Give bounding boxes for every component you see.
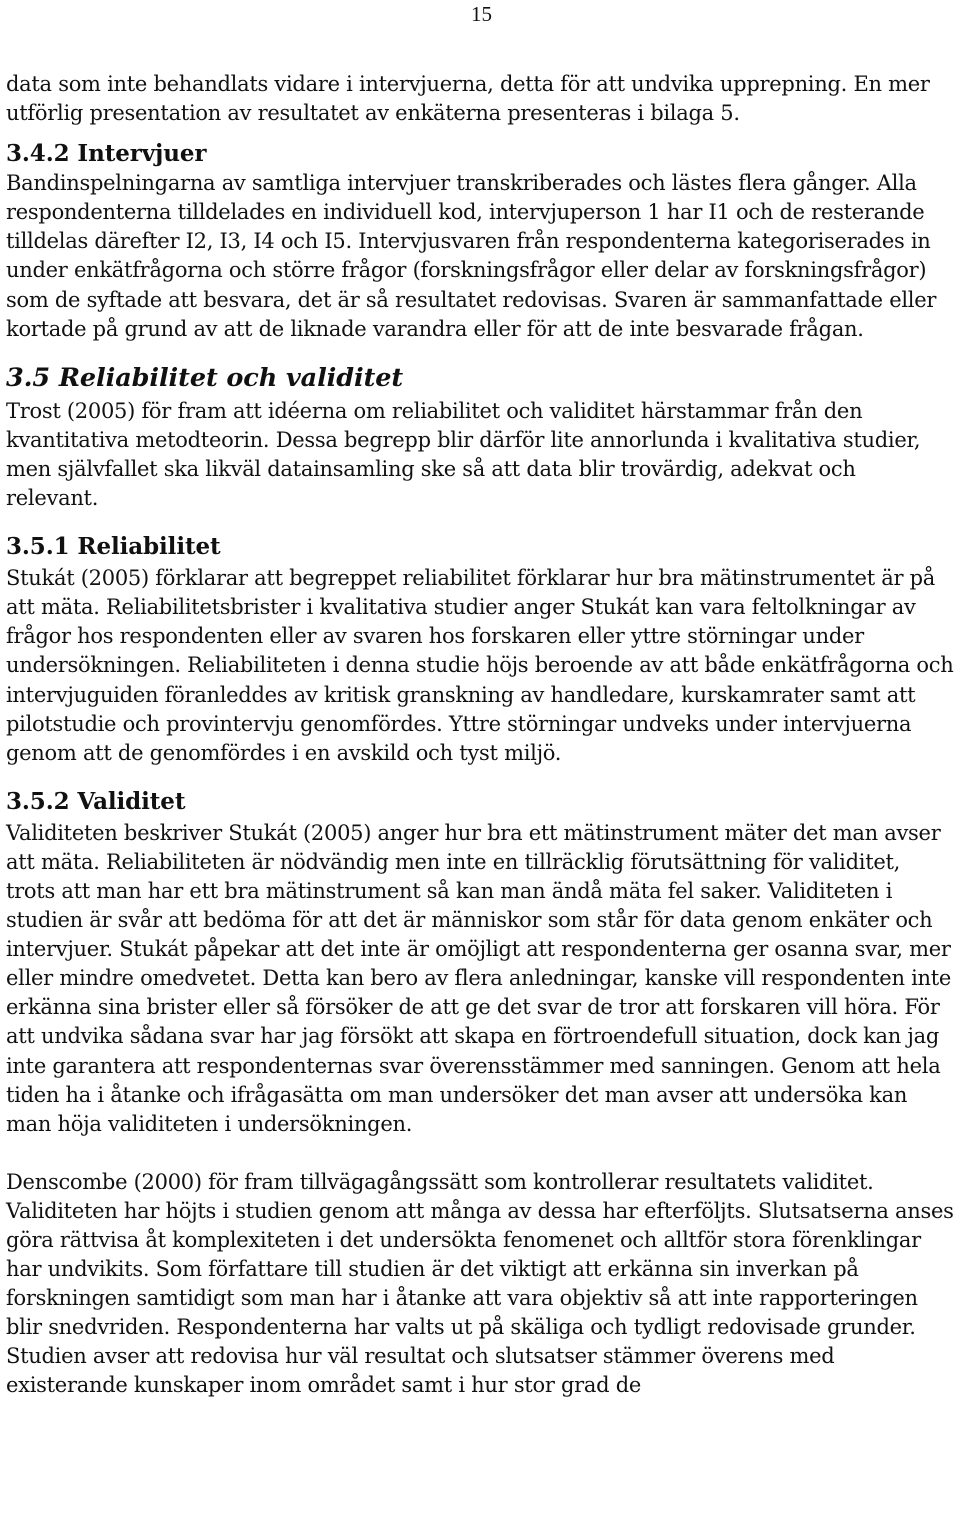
heading-reliabilitet: 3.5.1 Reliabilitet [6, 533, 221, 561]
paragraph-reliabilitet-och-validitet: Trost (2005) för fram att idéerna om reliabilitet och validitet härstammar från den kvantitativa metodteorin. Dessa begrepp blir därför lite annorlunda i kvalitativa studier, men självfallet ska likväl datainsamling ske så att data blir trovärdig, adekvat och relevant. [6, 398, 921, 511]
heading-validitet: 3.5.2 Validitet [6, 787, 186, 815]
page-number: 15 [471, 2, 492, 26]
heading-intervjuer: 3.4.2 Intervjuer [6, 140, 207, 168]
paragraph-reliabilitet: Stukát (2005) förklarar att begreppet reliabilitet förklarar hur bra mätinstrumentet är på att mäta. Reliabilitetsbrister i kvalitativa studier anger Stukát kan vara feltolkningar av frågor hos respondenten eller av svaren hos forskaren eller yttre störningar under undersökningen. Reliabiliteten i denna studie höjs beroende av att både enkätfrågorna och intervjuguiden föranleddes av kritisk granskning av handledare, kurskamrater samt att pilotstudie och provintervju genomfördes. Yttre störningar undveks under intervjuerna genom att de genomfördes i en avskild och tyst miljö. [6, 566, 954, 765]
heading-reliabilitet-och-validitet: 3.5 Reliabilitet och validitet [6, 362, 404, 393]
paragraph-validitet-2: Denscombe (2000) för fram tillvägagångssätt som kontrollerar resultatets validitet. Validiteten har höjts i studien genom att många av dessa har efterföljts. Slutsatserna anses göra rättvisa åt komplexiteten i det undersökta fenomenet och alltför stora förenklingar har undvikits. Som författare till studien är det viktigt att erkänna sin inverkan på forskningen samtidigt som man har i åtanke att vara objektiv så att inte rapporteringen blir snedvriden. Respondenterna har valts ut på skäliga och tydligt redovisade grunder. Studien avser att redovisa hur väl resultat och slutsatser stämmer överens med existerande kunskaper inom området samt i hur stor grad de [6, 1169, 954, 1398]
paragraph-intervjuer: Bandinspelningarna av samtliga intervjuer transkriberades och lästes flera gånger. Alla respondenterna tilldelades en individuell kod, intervjuperson 1 har I1 och de resterande tilldelas därefter I2, I3, I4 och I5. Intervjusvaren från respondenterna kategoriserades in under enkätfrågorna och större frågor (forskningsfrågor eller delar av forskningsfrågor) som de syftade att besvara, det är så resultatet redovisas. Svaren är sammanfattade eller kortade på grund av att de liknade varandra eller för att de inte besvarade frågan. [6, 171, 937, 341]
page-content [6, 70, 954, 1401]
paragraph-validitet-1: Validiteten beskriver Stukát (2005) anger hur bra ett mätinstrument mäter det man avser att mäta. Reliabiliteten är nödvändig men inte en tillräcklig förutsättning för validitet, trots att man har ett bra mätinstrument så kan man ändå mäta fel saker. Validiteten i studien är svår att bedöma för att det är människor som står för data genom enkäter och intervjuer. Stukát påpekar att det inte är omöjligt att respondenterna ger osanna svar, mer eller mindre omedvetet. Detta kan bero av flera anledningar, kanske vill respondenten inte erkänna sina brister eller så försöker de att ge det svar de tror att forskaren vill höra. För att undvika sådana svar har jag försökt att skapa en förtroendefull situation, dock kan jag inte garantera att respondenternas svar överensstämmer med sanningen. Genom att hela tiden ha i åtanke och ifrågasätta om man undersöker det man avser att undersöka kan man höja validiteten i undersökningen. [6, 820, 952, 1136]
paragraph-spacer [6, 1139, 954, 1168]
intro-paragraph: data som inte behandlats vidare i intervjuerna, detta för att undvika upprepning. En mer utförlig presentation av resultatet av enkäterna presenteras i bilaga 5. [6, 72, 930, 126]
